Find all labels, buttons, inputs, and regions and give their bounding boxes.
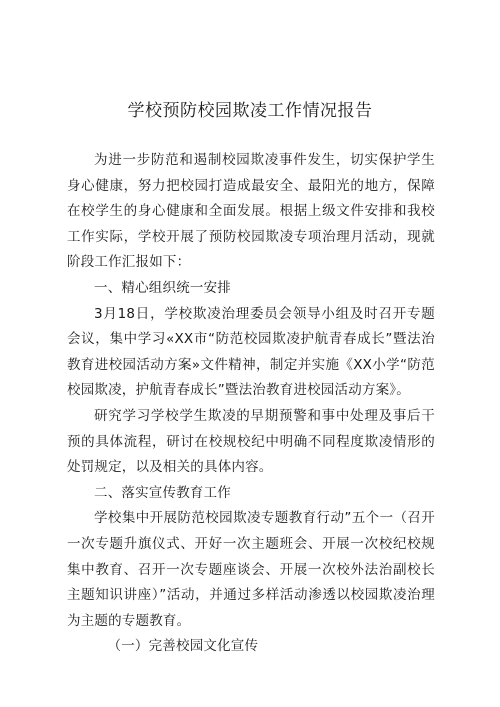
section-heading-2: 二、落实宣传教育工作 <box>94 484 231 501</box>
paragraph-meeting: 3月18日，学校欺凌治理委员会领导小组及时召开专题会议，集中学习«XX市“防范校园欺凌护航青春成长”暨法治教育进校园活动方案»文件精神，制定并实施《XX小学“防范校园欺凌，护航青春成长”暨法治教育进校园活动方案》。 <box>67 305 435 399</box>
document-title: 学校预防校园欺凌工作情况报告 <box>127 101 373 121</box>
subsection-heading-1: （一）完善校园文化宣传 <box>107 638 259 655</box>
paragraph-campaign: 学校集中开展防范校园欺凌专题教育行动”五个一（召开一次专题升旗仪式、开好一次主题班会、开展一次校纪校规集中教育、召开一次专题座谈会、开展一次校外法治副校长主题知识讲座）”活动，并通过多样活动渗透以校园欺凌治理为主题的专题教育。 <box>67 510 435 629</box>
section-heading-1: 一、精心组织统一安排 <box>94 279 231 296</box>
intro-paragraph: 为进一步防范和遏制校园欺凌事件发生，切实保护学生身心健康，努力把校园打造成最安全、最阳光的地方，保障在校学生的身心健康和全面发展。根据上级文件安排和我校工作实际，学校开展了预防校园欺凌专项治理月活动，现就阶段工作汇报如下： <box>67 152 435 271</box>
paragraph-study: 研究学习学校学生欺凌的早期预警和事中处理及事后干预的具体流程，研讨在校规校纪中明确不同程度欺凌情形的处罚规定，以及相关的具体内容。 <box>67 407 435 476</box>
document-body <box>67 148 435 660</box>
